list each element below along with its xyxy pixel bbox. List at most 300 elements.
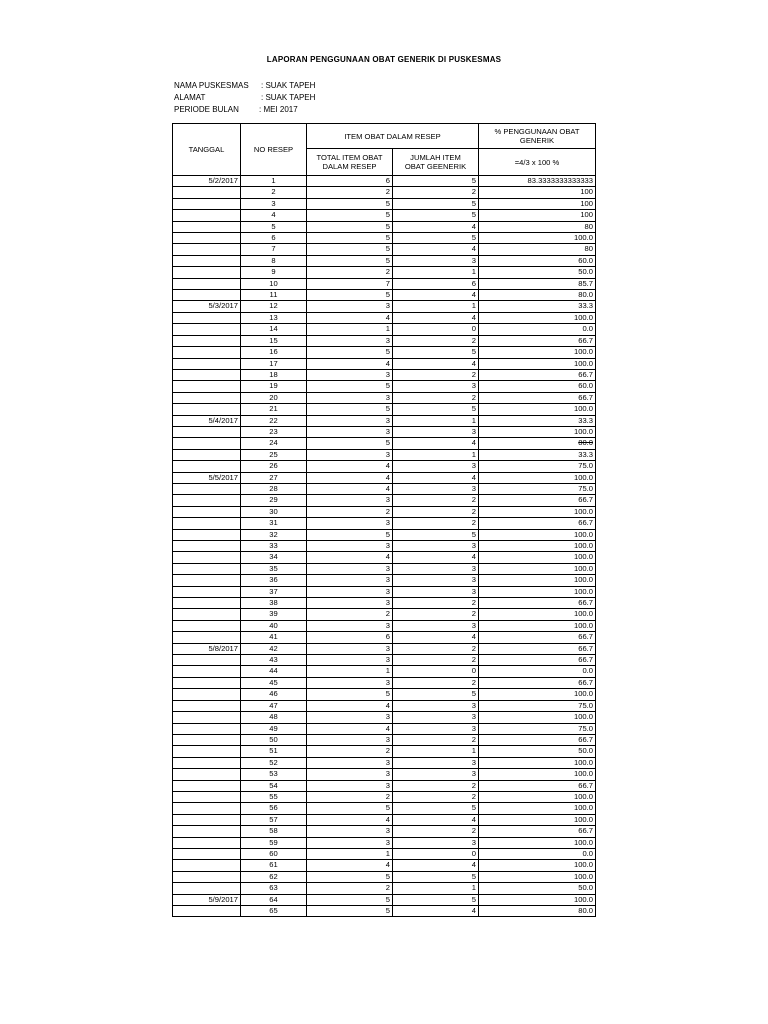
table-row xyxy=(173,518,596,529)
cell-tanggal xyxy=(173,746,241,757)
cell-total-item: 5 xyxy=(307,529,393,540)
cell-jumlah-generik: 2 xyxy=(393,506,479,517)
cell-no-resep: 46 xyxy=(241,689,307,700)
cell-tanggal xyxy=(173,700,241,711)
cell-persen: 66.7 xyxy=(479,655,596,666)
info-value: : SUAK TAPEH xyxy=(261,93,316,102)
cell-persen: 100.0 xyxy=(479,529,596,540)
cell-persen: 100.0 xyxy=(479,814,596,825)
cell-jumlah-generik: 3 xyxy=(393,769,479,780)
cell-total-item: 2 xyxy=(307,883,393,894)
cell-jumlah-generik: 4 xyxy=(393,552,479,563)
header-total-item: TOTAL ITEM OBAT DALAM RESEP xyxy=(307,149,393,176)
cell-tanggal: 5/4/2017 xyxy=(173,415,241,426)
table-row xyxy=(173,780,596,791)
cell-jumlah-generik: 5 xyxy=(393,894,479,905)
table-row xyxy=(173,244,596,255)
cell-total-item: 5 xyxy=(307,871,393,882)
cell-total-item: 3 xyxy=(307,757,393,768)
cell-no-resep: 15 xyxy=(241,335,307,346)
table-row xyxy=(173,552,596,563)
cell-tanggal xyxy=(173,598,241,609)
cell-jumlah-generik: 5 xyxy=(393,689,479,700)
cell-no-resep: 40 xyxy=(241,620,307,631)
cell-total-item: 3 xyxy=(307,426,393,437)
table-row xyxy=(173,700,596,711)
cell-tanggal xyxy=(173,529,241,540)
cell-no-resep: 8 xyxy=(241,255,307,266)
cell-persen: 100.0 xyxy=(479,860,596,871)
cell-jumlah-generik: 3 xyxy=(393,620,479,631)
cell-jumlah-generik: 3 xyxy=(393,757,479,768)
cell-tanggal xyxy=(173,335,241,346)
table-row xyxy=(173,290,596,301)
table-row xyxy=(173,255,596,266)
cell-tanggal xyxy=(173,906,241,917)
cell-jumlah-generik: 2 xyxy=(393,780,479,791)
cell-jumlah-generik: 2 xyxy=(393,791,479,802)
table-row xyxy=(173,324,596,335)
cell-jumlah-generik: 3 xyxy=(393,541,479,552)
table-row xyxy=(173,769,596,780)
cell-jumlah-generik: 3 xyxy=(393,837,479,848)
cell-tanggal xyxy=(173,210,241,221)
cell-total-item: 3 xyxy=(307,734,393,745)
cell-tanggal xyxy=(173,883,241,894)
cell-persen: 0.0 xyxy=(479,666,596,677)
cell-jumlah-generik: 5 xyxy=(393,404,479,415)
cell-no-resep: 1 xyxy=(241,176,307,187)
cell-total-item: 3 xyxy=(307,586,393,597)
cell-total-item: 3 xyxy=(307,301,393,312)
cell-total-item: 4 xyxy=(307,552,393,563)
cell-jumlah-generik: 5 xyxy=(393,529,479,540)
cell-total-item: 5 xyxy=(307,803,393,814)
cell-jumlah-generik: 2 xyxy=(393,335,479,346)
cell-no-resep: 36 xyxy=(241,575,307,586)
cell-no-resep: 50 xyxy=(241,734,307,745)
table-row xyxy=(173,438,596,449)
info-value: : SUAK TAPEH xyxy=(261,81,316,90)
cell-total-item: 3 xyxy=(307,369,393,380)
cell-jumlah-generik: 2 xyxy=(393,392,479,403)
table-row xyxy=(173,335,596,346)
cell-total-item: 4 xyxy=(307,461,393,472)
cell-persen: 50.0 xyxy=(479,746,596,757)
cell-persen: 100.0 xyxy=(479,837,596,848)
cell-persen: 75.0 xyxy=(479,483,596,494)
table-row xyxy=(173,278,596,289)
cell-jumlah-generik: 2 xyxy=(393,655,479,666)
cell-total-item: 3 xyxy=(307,712,393,723)
cell-persen: 100.0 xyxy=(479,472,596,483)
table-row xyxy=(173,187,596,198)
cell-no-resep: 61 xyxy=(241,860,307,871)
cell-persen: 100.0 xyxy=(479,575,596,586)
cell-total-item: 4 xyxy=(307,814,393,825)
cell-persen: 100.0 xyxy=(479,506,596,517)
table-row xyxy=(173,643,596,654)
cell-persen: 100.0 xyxy=(479,552,596,563)
cell-jumlah-generik: 2 xyxy=(393,495,479,506)
cell-total-item: 7 xyxy=(307,278,393,289)
cell-tanggal xyxy=(173,780,241,791)
cell-persen: 80 xyxy=(479,221,596,232)
cell-jumlah-generik: 6 xyxy=(393,278,479,289)
cell-tanggal: 5/9/2017 xyxy=(173,894,241,905)
cell-tanggal xyxy=(173,655,241,666)
cell-no-resep: 48 xyxy=(241,712,307,723)
cell-persen: 100.0 xyxy=(479,404,596,415)
cell-persen: 83.3333333333333 xyxy=(479,176,596,187)
cell-no-resep: 63 xyxy=(241,883,307,894)
table-row xyxy=(173,803,596,814)
table-row xyxy=(173,426,596,437)
cell-total-item: 2 xyxy=(307,506,393,517)
table-row xyxy=(173,848,596,859)
table-row xyxy=(173,233,596,244)
cell-tanggal xyxy=(173,609,241,620)
cell-no-resep: 27 xyxy=(241,472,307,483)
cell-tanggal xyxy=(173,871,241,882)
cell-tanggal xyxy=(173,187,241,198)
cell-no-resep: 52 xyxy=(241,757,307,768)
cell-jumlah-generik: 4 xyxy=(393,290,479,301)
table-row xyxy=(173,301,596,312)
cell-persen: 100.0 xyxy=(479,563,596,574)
table-row xyxy=(173,689,596,700)
cell-jumlah-generik: 0 xyxy=(393,848,479,859)
cell-total-item: 3 xyxy=(307,415,393,426)
table-row xyxy=(173,894,596,905)
cell-total-item: 5 xyxy=(307,255,393,266)
cell-no-resep: 43 xyxy=(241,655,307,666)
cell-total-item: 4 xyxy=(307,472,393,483)
cell-persen: 75.0 xyxy=(479,723,596,734)
cell-no-resep: 51 xyxy=(241,746,307,757)
cell-jumlah-generik: 3 xyxy=(393,461,479,472)
cell-tanggal xyxy=(173,392,241,403)
cell-persen: 75.0 xyxy=(479,700,596,711)
cell-tanggal xyxy=(173,426,241,437)
cell-no-resep: 60 xyxy=(241,848,307,859)
table-row xyxy=(173,483,596,494)
cell-jumlah-generik: 3 xyxy=(393,255,479,266)
cell-jumlah-generik: 2 xyxy=(393,826,479,837)
cell-tanggal xyxy=(173,506,241,517)
cell-total-item: 1 xyxy=(307,666,393,677)
cell-tanggal xyxy=(173,860,241,871)
cell-persen: 100.0 xyxy=(479,791,596,802)
cell-no-resep: 53 xyxy=(241,769,307,780)
cell-no-resep: 6 xyxy=(241,233,307,244)
cell-tanggal xyxy=(173,461,241,472)
cell-total-item: 3 xyxy=(307,620,393,631)
table-row xyxy=(173,198,596,209)
cell-tanggal: 5/2/2017 xyxy=(173,176,241,187)
cell-persen: 50.0 xyxy=(479,883,596,894)
cell-tanggal xyxy=(173,723,241,734)
cell-no-resep: 30 xyxy=(241,506,307,517)
table-row xyxy=(173,529,596,540)
cell-no-resep: 21 xyxy=(241,404,307,415)
table-row xyxy=(173,655,596,666)
info-label: ALAMAT xyxy=(174,93,206,102)
table-row xyxy=(173,814,596,825)
cell-tanggal: 5/3/2017 xyxy=(173,301,241,312)
cell-no-resep: 35 xyxy=(241,563,307,574)
cell-jumlah-generik: 3 xyxy=(393,483,479,494)
cell-tanggal xyxy=(173,267,241,278)
cell-tanggal xyxy=(173,198,241,209)
cell-jumlah-generik: 2 xyxy=(393,643,479,654)
cell-jumlah-generik: 3 xyxy=(393,723,479,734)
cell-total-item: 1 xyxy=(307,324,393,335)
table-row xyxy=(173,609,596,620)
cell-tanggal xyxy=(173,689,241,700)
cell-tanggal xyxy=(173,563,241,574)
cell-no-resep: 62 xyxy=(241,871,307,882)
cell-jumlah-generik: 1 xyxy=(393,883,479,894)
cell-jumlah-generik: 2 xyxy=(393,677,479,688)
cell-total-item: 6 xyxy=(307,176,393,187)
table-row xyxy=(173,176,596,187)
cell-jumlah-generik: 1 xyxy=(393,267,479,278)
cell-total-item: 3 xyxy=(307,335,393,346)
cell-tanggal xyxy=(173,791,241,802)
cell-total-item: 3 xyxy=(307,780,393,791)
cell-tanggal xyxy=(173,826,241,837)
cell-persen: 100 xyxy=(479,198,596,209)
cell-no-resep: 5 xyxy=(241,221,307,232)
cell-tanggal xyxy=(173,324,241,335)
cell-jumlah-generik: 5 xyxy=(393,347,479,358)
cell-persen: 100.0 xyxy=(479,426,596,437)
cell-persen: 66.7 xyxy=(479,335,596,346)
cell-tanggal xyxy=(173,814,241,825)
cell-no-resep: 25 xyxy=(241,449,307,460)
cell-persen: 66.7 xyxy=(479,392,596,403)
cell-total-item: 5 xyxy=(307,233,393,244)
cell-tanggal xyxy=(173,312,241,323)
cell-persen: 100.0 xyxy=(479,620,596,631)
cell-no-resep: 44 xyxy=(241,666,307,677)
table-row xyxy=(173,312,596,323)
cell-total-item: 3 xyxy=(307,392,393,403)
cell-total-item: 3 xyxy=(307,837,393,848)
cell-total-item: 1 xyxy=(307,848,393,859)
cell-tanggal xyxy=(173,347,241,358)
cell-total-item: 4 xyxy=(307,700,393,711)
cell-jumlah-generik: 3 xyxy=(393,700,479,711)
cell-total-item: 3 xyxy=(307,518,393,529)
header-persen: % PENGGUNAAN OBAT GENERIK xyxy=(479,124,596,149)
table-row xyxy=(173,723,596,734)
cell-tanggal xyxy=(173,449,241,460)
cell-persen: 100.0 xyxy=(479,894,596,905)
cell-persen: 100.0 xyxy=(479,347,596,358)
cell-no-resep: 14 xyxy=(241,324,307,335)
cell-no-resep: 49 xyxy=(241,723,307,734)
cell-no-resep: 3 xyxy=(241,198,307,209)
cell-persen: 50.0 xyxy=(479,267,596,278)
cell-jumlah-generik: 5 xyxy=(393,176,479,187)
cell-total-item: 3 xyxy=(307,677,393,688)
report-table xyxy=(172,123,596,917)
cell-total-item: 2 xyxy=(307,791,393,802)
header-jumlah-item: JUMLAH ITEM OBAT GEENERIK xyxy=(393,149,479,176)
cell-total-item: 3 xyxy=(307,655,393,666)
cell-no-resep: 41 xyxy=(241,632,307,643)
cell-persen: 66.7 xyxy=(479,677,596,688)
cell-no-resep: 32 xyxy=(241,529,307,540)
cell-persen: 100.0 xyxy=(479,586,596,597)
cell-total-item: 4 xyxy=(307,358,393,369)
table-row xyxy=(173,712,596,723)
table-row xyxy=(173,860,596,871)
cell-persen: 100.0 xyxy=(479,769,596,780)
cell-persen: 66.7 xyxy=(479,780,596,791)
table-row xyxy=(173,541,596,552)
table-row xyxy=(173,461,596,472)
cell-jumlah-generik: 4 xyxy=(393,860,479,871)
cell-jumlah-generik: 4 xyxy=(393,632,479,643)
cell-tanggal xyxy=(173,518,241,529)
cell-jumlah-generik: 2 xyxy=(393,598,479,609)
cell-total-item: 5 xyxy=(307,894,393,905)
cell-total-item: 3 xyxy=(307,643,393,654)
table-row xyxy=(173,757,596,768)
cell-persen: 60.0 xyxy=(479,381,596,392)
table-row xyxy=(173,746,596,757)
cell-no-resep: 31 xyxy=(241,518,307,529)
cell-persen: 100.0 xyxy=(479,358,596,369)
cell-total-item: 5 xyxy=(307,347,393,358)
cell-total-item: 5 xyxy=(307,198,393,209)
cell-tanggal xyxy=(173,290,241,301)
cell-jumlah-generik: 2 xyxy=(393,369,479,380)
cell-total-item: 3 xyxy=(307,575,393,586)
cell-persen: 33.3 xyxy=(479,415,596,426)
cell-tanggal xyxy=(173,803,241,814)
cell-no-resep: 59 xyxy=(241,837,307,848)
cell-total-item: 5 xyxy=(307,438,393,449)
cell-persen: 100.0 xyxy=(479,609,596,620)
table-row xyxy=(173,210,596,221)
header-tanggal: TANGGAL xyxy=(173,124,241,176)
cell-total-item: 3 xyxy=(307,598,393,609)
cell-total-item: 3 xyxy=(307,826,393,837)
cell-no-resep: 12 xyxy=(241,301,307,312)
cell-jumlah-generik: 3 xyxy=(393,426,479,437)
cell-no-resep: 18 xyxy=(241,369,307,380)
table-row xyxy=(173,563,596,574)
cell-tanggal xyxy=(173,369,241,380)
table-row xyxy=(173,666,596,677)
cell-no-resep: 57 xyxy=(241,814,307,825)
cell-jumlah-generik: 2 xyxy=(393,609,479,620)
table-row xyxy=(173,347,596,358)
cell-jumlah-generik: 1 xyxy=(393,746,479,757)
cell-total-item: 5 xyxy=(307,381,393,392)
cell-no-resep: 2 xyxy=(241,187,307,198)
cell-tanggal xyxy=(173,358,241,369)
cell-tanggal xyxy=(173,541,241,552)
cell-persen: 80.0 xyxy=(479,906,596,917)
cell-persen: 100 xyxy=(479,210,596,221)
table-row xyxy=(173,883,596,894)
cell-no-resep: 29 xyxy=(241,495,307,506)
cell-jumlah-generik: 3 xyxy=(393,586,479,597)
cell-persen: 66.7 xyxy=(479,369,596,380)
table-row xyxy=(173,632,596,643)
cell-tanggal xyxy=(173,255,241,266)
cell-jumlah-generik: 4 xyxy=(393,438,479,449)
cell-total-item: 2 xyxy=(307,267,393,278)
table-row xyxy=(173,495,596,506)
cell-tanggal xyxy=(173,757,241,768)
cell-jumlah-generik: 3 xyxy=(393,563,479,574)
cell-no-resep: 26 xyxy=(241,461,307,472)
cell-persen: 100.0 xyxy=(479,541,596,552)
cell-total-item: 4 xyxy=(307,723,393,734)
cell-no-resep: 56 xyxy=(241,803,307,814)
cell-tanggal xyxy=(173,278,241,289)
cell-tanggal xyxy=(173,233,241,244)
table-row xyxy=(173,415,596,426)
cell-total-item: 5 xyxy=(307,689,393,700)
cell-persen: 100.0 xyxy=(479,312,596,323)
info-value: : MEI 2017 xyxy=(259,105,298,114)
cell-tanggal xyxy=(173,575,241,586)
cell-no-resep: 28 xyxy=(241,483,307,494)
cell-no-resep: 34 xyxy=(241,552,307,563)
cell-persen: 100.0 xyxy=(479,233,596,244)
table-row xyxy=(173,677,596,688)
table-row xyxy=(173,837,596,848)
table-row xyxy=(173,369,596,380)
header-formula: =4/3 x 100 % xyxy=(479,149,596,176)
cell-jumlah-generik: 4 xyxy=(393,244,479,255)
cell-total-item: 3 xyxy=(307,769,393,780)
table-body xyxy=(173,176,596,917)
cell-no-resep: 37 xyxy=(241,586,307,597)
cell-tanggal xyxy=(173,404,241,415)
cell-no-resep: 33 xyxy=(241,541,307,552)
cell-jumlah-generik: 2 xyxy=(393,518,479,529)
cell-total-item: 6 xyxy=(307,632,393,643)
cell-total-item: 5 xyxy=(307,404,393,415)
cell-no-resep: 4 xyxy=(241,210,307,221)
cell-no-resep: 45 xyxy=(241,677,307,688)
info-label: PERIODE BULAN xyxy=(174,105,239,114)
cell-persen: 100.0 xyxy=(479,712,596,723)
cell-jumlah-generik: 2 xyxy=(393,734,479,745)
cell-tanggal: 5/8/2017 xyxy=(173,643,241,654)
table-row xyxy=(173,575,596,586)
cell-persen: 80 xyxy=(479,244,596,255)
table-row xyxy=(173,871,596,882)
cell-persen: 100.0 xyxy=(479,871,596,882)
cell-total-item: 4 xyxy=(307,483,393,494)
cell-persen: 60.0 xyxy=(479,255,596,266)
cell-tanggal xyxy=(173,848,241,859)
table-row xyxy=(173,734,596,745)
cell-persen: 100.0 xyxy=(479,757,596,768)
table-row xyxy=(173,381,596,392)
table-row xyxy=(173,586,596,597)
cell-jumlah-generik: 0 xyxy=(393,666,479,677)
